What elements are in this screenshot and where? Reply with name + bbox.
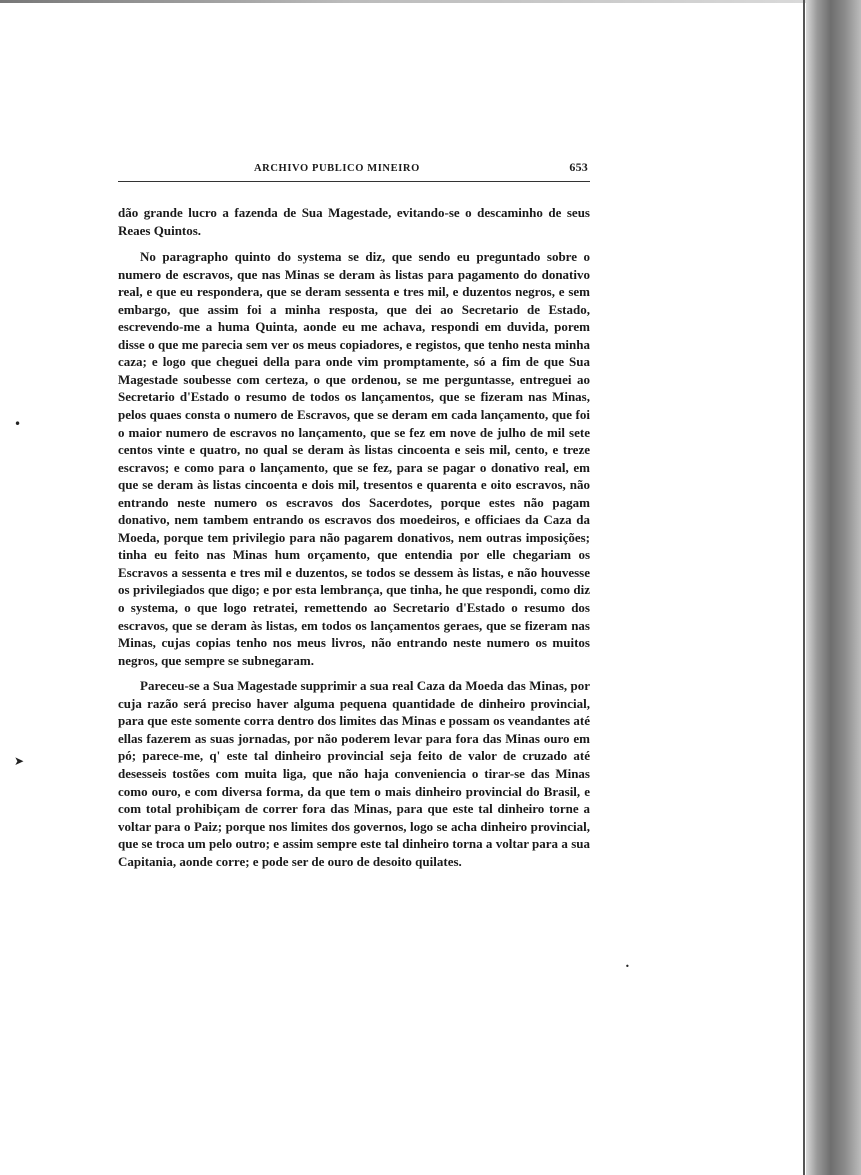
paragraph-fifth-clause: No paragrapho quinto do systema se diz, que sendo eu preguntado sobre o numero de escravos, que nas Minas se deram às listas para pagamento do donativo real, e que eu respondera, que se deram sessenta e tres mil, e duzentos negros, e sem embargo, que assim foi a minha resposta, que dei ao Secretario de Estado, escrevendo-me a huma Quinta, aonde eu me achava, respondi em duvida, porem disse o que me parecia sem ver os meus copiadores, e registos, que tenho nesta minha caza; e logo que cheguei della para onde vim promptamente, só a fim de que Sua Magestade soubesse com certeza, o que ordenou, se me perguntasse, entreguei ao Secretario d'Estado o resumo de todos os lançamentos, que se fizeram nas Minas, pelos quaes consta o numero de Escravos, que se deram em cada lançamento, que foi o maior numero de escravos no lançamento, que se fez em nove de julho de mil sete centos vinte e quatro, no qual se deram às listas cincoenta e seis mil, cento, e treze escravos; e como para o lançamento, que se fez, para se pagar o donativo real, em que se deram às listas cincoenta e dois mil, tresentos e quarenta e oito escravos, não entrando neste numero os escravos dos Sacerdotes, porque estes não pagam donativo, nem tambem entrando os escravos dos moedeiros, e officiaes da Caza da Moeda, porque tem privilegio para não pagarem donativos, nem outras imposições; tinha eu feito nas Minas hum orçamento, que entendia por elle chegariam os Escravos a sessenta e tres mil e duzentos, se todos se dessem às listas, e não houvesse os privilegiados que digo; e por esta lembrança, que tinha, he que respondi, como diz o systema, o que logo retratei, remettendo ao Secretario d'Estado o resumo dos escravos, que se deram às listas, em todos os lançamentos geraes, que se fizeram nas Minas, cujas copias tenho nos meus livros, não entrando neste numero os muitos negros, que sempre se subnegaram. xyxy=(118,249,590,668)
running-header-title: ARCHIVO PUBLICO MINEIRO xyxy=(254,163,420,174)
margin-arrow-mark: ➤ xyxy=(14,754,25,768)
paragraph-continuation: dão grande lucro a fazenda de Sua Magestade, evitando-se o descaminho de seus Reaes Quintos. xyxy=(118,205,590,238)
header-rule xyxy=(118,181,590,182)
margin-speck: • xyxy=(625,962,630,971)
margin-speck: • xyxy=(14,417,22,431)
binding-edge-line xyxy=(803,0,805,1175)
page-top-edge xyxy=(0,0,861,3)
page-number: 653 xyxy=(569,160,588,174)
running-header xyxy=(118,160,588,179)
binding-shadow xyxy=(806,0,861,1175)
paragraph-mint-suppression: Pareceu-se a Sua Magestade supprimir a sua real Caza da Moeda das Minas, por cuja razão será preciso haver alguma pequena quantidade de dinheiro provincial, para que este somente corra dentro dos limites das Minas e possam os veandantes até ellas fazerem as suas jornadas, por não poderem levar para fora das Minas ouro em pó; parece-me, q' este tal dinheiro provincial seja feito de valor de cruzado até desesseis tostões com muita liga, que não haja conveniencia o tirar-se das Minas como ouro, e com diversa forma, da que tem o mais dinheiro provincial do Brasil, e com total prohibiçam de correr fora das Minas, para que este tal dinheiro torne a voltar para o Paiz; porque nos limites dos governos, logo se acha dinheiro provincial, que se troca um pelo outro; e assim sempre este tal dinheiro torna a voltar para a sua Capitania, aonde corre; e pode ser de ouro de desoito quilates. xyxy=(118,678,590,869)
body-text xyxy=(118,204,590,870)
